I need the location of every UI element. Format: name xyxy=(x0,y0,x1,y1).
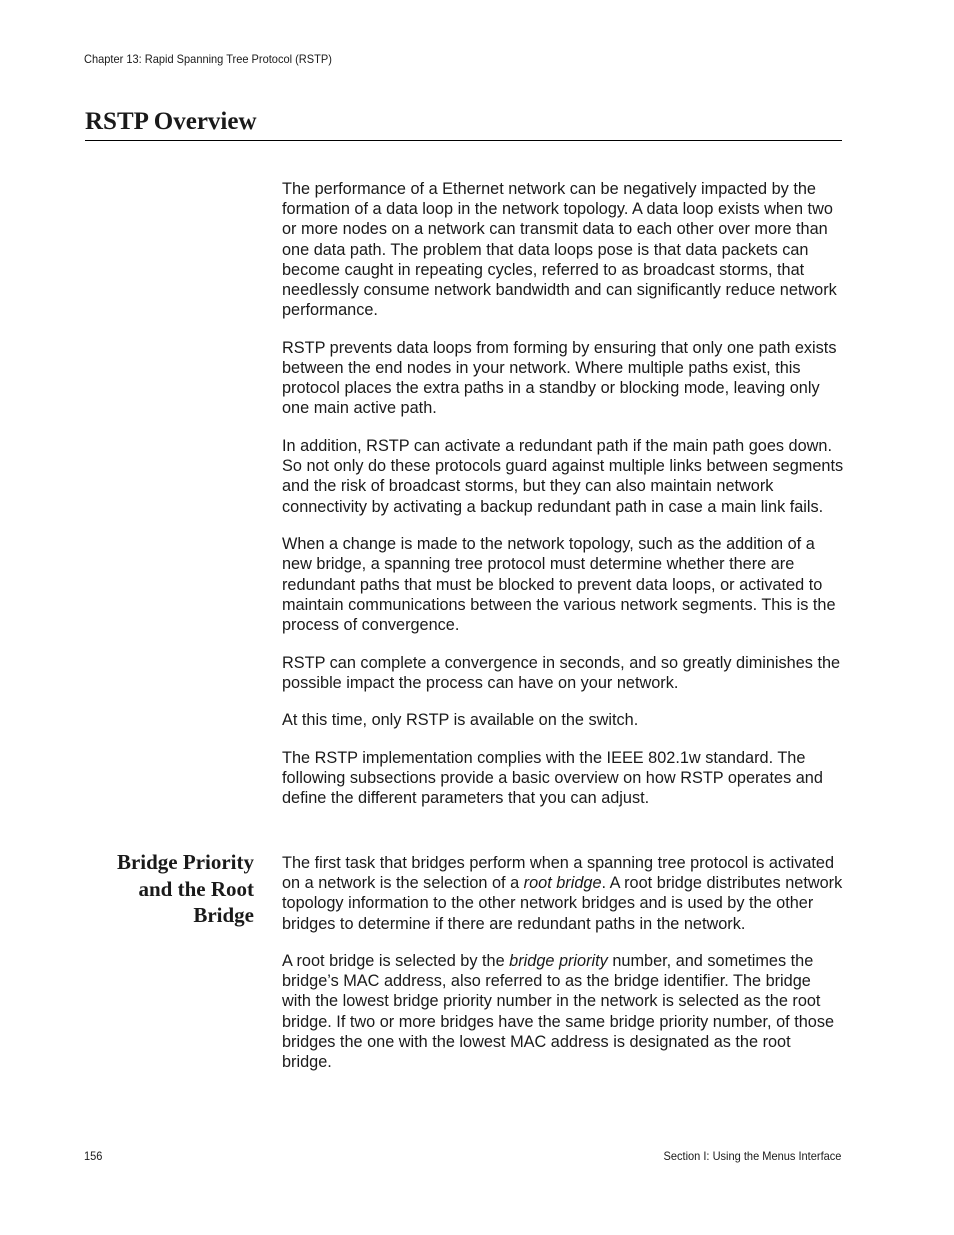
text-run: The first task that bridges perform when a spanning tree protocol is activated on a network is the selection of a xyxy=(282,854,835,893)
overview-paragraph-5: RSTP can complete a convergence in seconds, and so greatly diminishes the possible impact the process can have on your network. xyxy=(282,653,841,692)
subsection-heading-line: Bridge Priority xyxy=(116,850,254,874)
title-divider xyxy=(85,140,842,141)
bridge-priority-body xyxy=(282,853,844,1072)
text-run: . A root bridge distributes network topology information to the other network bridges and is used by the other bridges to determine if there are redundant paths in the network. xyxy=(282,874,843,933)
subsection-heading xyxy=(100,849,254,929)
bridge-paragraph-2 xyxy=(282,951,844,1072)
footer-section-label: Section I: Using the Menus Interface xyxy=(663,1149,841,1163)
overview-paragraph-7: The RSTP implementation complies with the IEEE 802.1w standard. The following subsections provide a basic overview on how RSTP operates and define the different parameters that you can adjust. xyxy=(282,749,823,808)
emphasized-term: root bridge xyxy=(523,874,602,893)
overview-paragraph-6: At this time, only RSTP is available on the switch. xyxy=(282,711,639,730)
text-run: number, and sometimes the bridge’s MAC address, also referred to as the bridge identifier. The bridge with the lowest bridge priority number in the network is selected as the root bridge. If two or more bridges have the same bridge priority number, of those bridges the one with the lowest MAC address is designated as the root bridge. xyxy=(282,952,835,1072)
emphasized-term: bridge priority xyxy=(509,952,608,970)
subsection-heading-line: and the Root xyxy=(138,876,254,901)
running-header: Chapter 13: Rapid Spanning Tree Protocol (RSTP) xyxy=(84,52,332,66)
overview-paragraph-2: RSTP prevents data loops from forming by ensuring that only one path exists between the end nodes in your network. Where multiple paths exist, this protocol places the extra paths in a standby or blocking mode, leaving only one main active path. xyxy=(282,338,837,418)
page-number: 156 xyxy=(84,1149,103,1163)
overview-paragraph-1: The performance of a Ethernet network can be negatively impacted by the formation of a data loop in the network topology. A data loop exists when two or more nodes on a network can transmit data to each other over more than one data path. The problem that data loops pose is that data packets can become caught in repeating cycles, referred to as broadcast storms, that needlessly consume network bandwidth and can significantly reduce network performance. xyxy=(282,180,837,320)
text-run: A root bridge is selected by the xyxy=(282,952,510,970)
overview-paragraph-4: When a change is made to the network topology, such as the addition of a new bridge, a spanning tree protocol must determine whether there are redundant paths that must be blocked to prevent data loops, or activated to maintain communications between the various network segments. This is the process of convergence. xyxy=(282,535,836,635)
overview-body xyxy=(282,179,844,809)
bridge-paragraph-1 xyxy=(282,853,844,934)
overview-paragraph-3: In addition, RSTP can activate a redundant path if the main path goes down. So not only do these protocols guard against multiple links between segments and the risk of broadcast storms, but they can also maintain network connectivity by activating a backup redundant path in case a main link fails. xyxy=(282,437,844,516)
page-title: RSTP Overview xyxy=(85,108,257,135)
subsection-heading-line: Bridge xyxy=(193,903,254,927)
